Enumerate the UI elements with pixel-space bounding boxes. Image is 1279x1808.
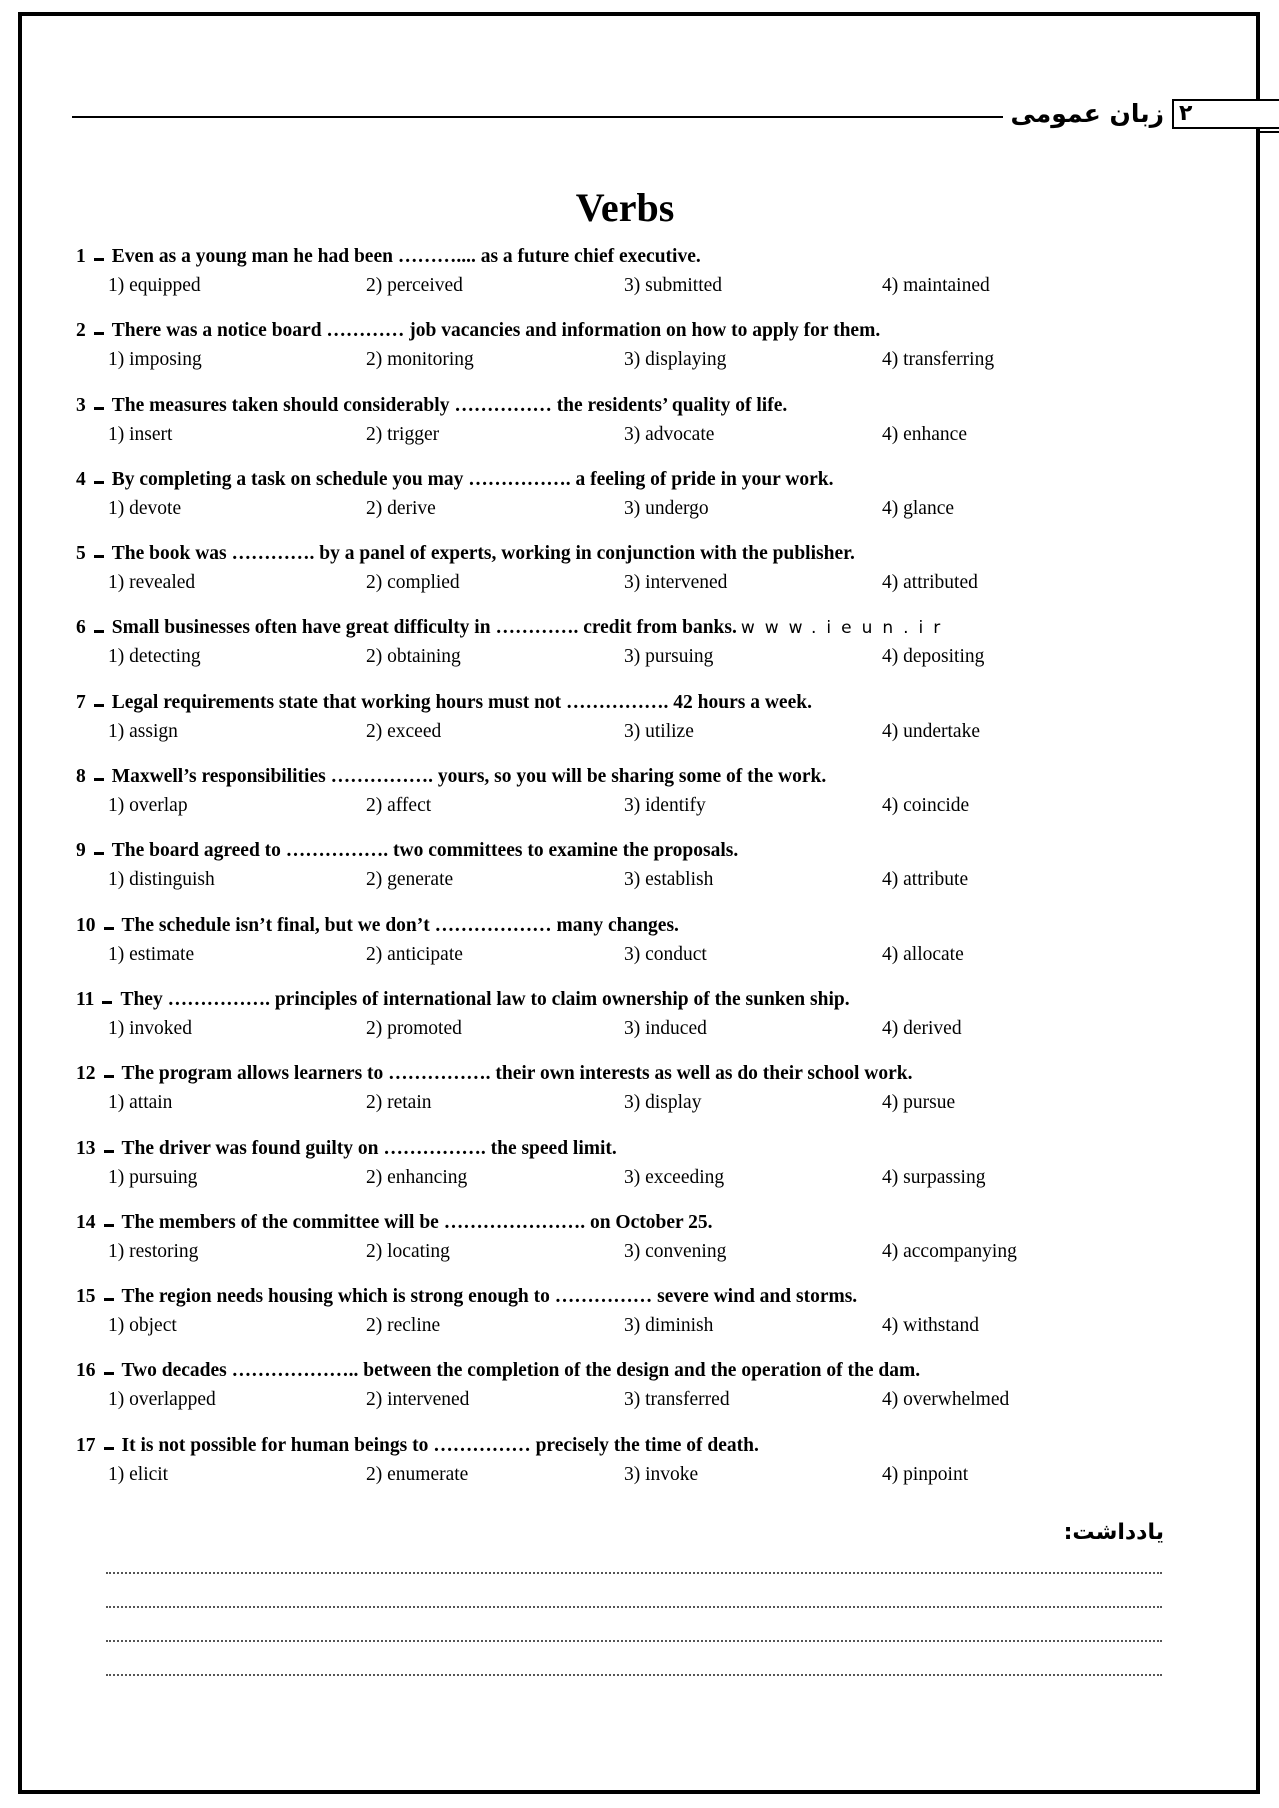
question-text: Even as a young man he had been ……….... as a future chief executive. xyxy=(111,246,701,267)
question-text: Legal requirements state that working hours must not ……………. 42 hours a week. xyxy=(111,691,812,713)
question-dash xyxy=(102,1001,112,1004)
question-number: 16 xyxy=(76,1360,96,1382)
option-row xyxy=(76,792,1236,820)
answer-option: 3) transferred xyxy=(624,1389,730,1411)
answer-option: 2) generate xyxy=(366,869,454,891)
question-item xyxy=(76,1431,1236,1505)
question-dash xyxy=(94,704,104,707)
question-stem xyxy=(76,836,1236,866)
option-row xyxy=(76,421,1236,449)
question-number: 4 xyxy=(76,468,86,490)
question-dash xyxy=(104,1150,114,1153)
question-item xyxy=(76,1059,1236,1133)
option-row xyxy=(76,718,1236,746)
answer-option: 2) derive xyxy=(366,497,436,519)
question-dash xyxy=(94,332,104,335)
answer-option: 2) exceed xyxy=(366,720,442,742)
answer-option: 3) induced xyxy=(624,1017,707,1039)
question-item xyxy=(76,539,1236,613)
question-text: The members of the committee will be …………………. on October 25. xyxy=(121,1211,713,1233)
header-title: زبان عمومی xyxy=(1003,96,1171,132)
question-text: The region needs housing which is strong enough to …………… severe wind and storms. xyxy=(121,1286,858,1308)
question-dash xyxy=(104,1224,114,1227)
question-stem xyxy=(76,391,1236,421)
answer-option: 2) trigger xyxy=(366,423,440,445)
question-stem xyxy=(76,762,1236,792)
answer-option: 1) overlap xyxy=(108,795,188,817)
answer-option: 3) pursuing xyxy=(624,646,714,668)
option-row xyxy=(76,1164,1236,1192)
answer-option: 3) identify xyxy=(624,795,706,817)
answer-option: 1) object xyxy=(108,1315,177,1337)
answer-option: 3) display xyxy=(624,1092,702,1114)
answer-option: 3) submitted xyxy=(624,275,723,296)
answer-option: 3) undergo xyxy=(624,497,709,519)
question-dash xyxy=(104,1298,114,1301)
answer-option: 2) complied xyxy=(366,572,460,594)
question-number: 9 xyxy=(76,840,86,862)
answer-option: 1) elicit xyxy=(108,1463,169,1485)
answer-option: 4) attributed xyxy=(882,572,978,594)
question-text: The board agreed to ……………. two committees to examine the proposals. xyxy=(111,840,739,862)
answer-option: 1) insert xyxy=(108,423,173,445)
question-stem xyxy=(76,613,1236,643)
option-row xyxy=(76,346,1236,374)
notes-label: یادداشت: xyxy=(1063,1520,1164,1545)
answer-option: 4) allocate xyxy=(882,943,964,965)
question-item xyxy=(76,911,1236,985)
answer-option: 3) diminish xyxy=(624,1315,714,1337)
answer-option: 1) detecting xyxy=(108,646,201,668)
answer-option: 2) retain xyxy=(366,1092,432,1114)
question-number: 2 xyxy=(76,320,86,342)
answer-option: 4) surpassing xyxy=(882,1166,986,1188)
answer-option: 3) convening xyxy=(624,1240,727,1262)
answer-option: 4) transferring xyxy=(882,349,995,371)
answer-option: 4) attribute xyxy=(882,869,969,891)
notes-line xyxy=(106,1606,1162,1608)
question-stem xyxy=(76,688,1236,718)
question-text: The driver was found guilty on ……………. the speed limit. xyxy=(121,1137,617,1159)
option-row xyxy=(76,643,1236,671)
answer-option: 4) depositing xyxy=(882,646,985,668)
answer-option: 3) exceeding xyxy=(624,1166,725,1188)
option-row xyxy=(76,941,1236,969)
question-item xyxy=(76,762,1236,836)
notes-line xyxy=(106,1572,1162,1574)
question-text: By completing a task on schedule you may ……………. a feeling of pride in your work. xyxy=(111,468,834,490)
question-stem xyxy=(76,1134,1236,1164)
answer-option: 2) promoted xyxy=(366,1017,462,1039)
option-row xyxy=(76,1089,1236,1117)
question-dash xyxy=(104,1372,114,1375)
question-stem xyxy=(76,1282,1236,1312)
answer-option: 4) maintained xyxy=(882,275,990,296)
question-number: 6 xyxy=(76,617,86,639)
question-stem xyxy=(76,316,1236,346)
option-row xyxy=(76,1238,1236,1266)
question-number: 12 xyxy=(76,1063,96,1085)
question-list xyxy=(76,242,1236,1505)
question-item xyxy=(76,242,1236,316)
option-row xyxy=(76,569,1236,597)
question-number: 14 xyxy=(76,1211,96,1233)
question-item xyxy=(76,465,1236,539)
question-text: Maxwell’s responsibilities ……………. yours, so you will be sharing some of the work. xyxy=(111,766,827,788)
question-dash xyxy=(94,407,104,410)
question-text: The measures taken should considerably …………… the residents’ quality of life. xyxy=(111,394,788,416)
answer-option: 2) perceived xyxy=(366,275,463,296)
question-dash xyxy=(94,630,104,633)
question-item xyxy=(76,688,1236,762)
answer-option: 4) accompanying xyxy=(882,1240,1017,1262)
question-item xyxy=(76,613,1236,687)
answer-option: 4) glance xyxy=(882,497,955,519)
option-row xyxy=(76,272,1236,300)
answer-option: 4) undertake xyxy=(882,720,980,742)
question-number: 11 xyxy=(76,988,95,1010)
notes-line xyxy=(106,1674,1162,1676)
answer-option: 1) imposing xyxy=(108,349,202,371)
option-row xyxy=(76,495,1236,523)
question-number: 17 xyxy=(76,1434,96,1456)
answer-option: 2) affect xyxy=(366,795,432,817)
answer-option: 1) equipped xyxy=(108,275,201,296)
page-number-box xyxy=(1172,99,1279,129)
question-dash xyxy=(104,1075,114,1078)
question-dash xyxy=(94,555,104,558)
answer-option: 3) invoke xyxy=(624,1463,699,1485)
option-row xyxy=(76,1461,1236,1489)
question-item xyxy=(76,1134,1236,1208)
answer-option: 2) anticipate xyxy=(366,943,463,965)
answer-option: 1) pursuing xyxy=(108,1166,198,1188)
question-stem xyxy=(76,985,1236,1015)
question-number: 3 xyxy=(76,394,86,416)
answer-option: 1) restoring xyxy=(108,1240,199,1262)
answer-option: 1) overlapped xyxy=(108,1389,216,1411)
question-item xyxy=(76,1208,1236,1282)
answer-option: 3) conduct xyxy=(624,943,707,965)
answer-option: 3) establish xyxy=(624,869,714,891)
answer-option: 4) enhance xyxy=(882,423,967,445)
section-title: Verbs xyxy=(575,185,675,230)
question-text: The book was …………. by a panel of experts, working in conjunction with the publisher. xyxy=(111,543,855,565)
question-stem xyxy=(76,1208,1236,1238)
answer-option: 3) advocate xyxy=(624,423,715,445)
option-row xyxy=(76,1386,1236,1414)
answer-option: 4) withstand xyxy=(882,1315,979,1337)
option-row xyxy=(76,866,1236,894)
question-item xyxy=(76,316,1236,390)
question-text: They ……………. principles of international law to claim ownership of the sunken ship. xyxy=(120,988,850,1010)
question-stem xyxy=(76,465,1236,495)
question-number: 7 xyxy=(76,691,86,713)
header-tail-rule xyxy=(1260,131,1279,133)
question-stem xyxy=(76,539,1236,569)
question-stem xyxy=(76,242,1236,272)
question-dash xyxy=(94,778,104,781)
answer-option: 2) enhancing xyxy=(366,1166,468,1188)
question-dash xyxy=(94,852,104,855)
question-dash xyxy=(104,1447,114,1450)
answer-option: 4) pursue xyxy=(882,1092,956,1114)
answer-option: 1) revealed xyxy=(108,572,196,594)
question-text: The schedule isn’t final, but we don’t ……………… many changes. xyxy=(121,914,679,936)
answer-option: 1) assign xyxy=(108,720,178,742)
answer-option: 2) obtaining xyxy=(366,646,461,668)
answer-option: 2) intervened xyxy=(366,1389,470,1411)
question-dash xyxy=(94,481,104,484)
answer-option: 2) enumerate xyxy=(366,1463,469,1485)
question-text: There was a notice board ………… job vacancies and information on how to apply for them. xyxy=(111,320,881,342)
question-item xyxy=(76,985,1236,1059)
answer-option: 2) recline xyxy=(366,1315,441,1337)
question-dash xyxy=(94,258,104,261)
question-text: It is not possible for human beings to …………… precisely the time of death. xyxy=(121,1434,759,1456)
question-item xyxy=(76,391,1236,465)
answer-option: 1) estimate xyxy=(108,943,195,965)
option-row xyxy=(76,1312,1236,1340)
question-number: 10 xyxy=(76,914,96,936)
answer-option: 4) pinpoint xyxy=(882,1463,969,1485)
answer-option: 1) distinguish xyxy=(108,869,215,891)
question-dash xyxy=(104,927,114,930)
answer-option: 1) devote xyxy=(108,497,182,519)
question-number: 15 xyxy=(76,1286,96,1308)
question-number: 5 xyxy=(76,543,86,565)
answer-option: 2) monitoring xyxy=(366,349,474,371)
answer-option: 2) locating xyxy=(366,1240,450,1262)
question-item xyxy=(76,1282,1236,1356)
question-stem xyxy=(76,1431,1236,1461)
question-number: 13 xyxy=(76,1137,96,1159)
header-rule xyxy=(72,116,1042,118)
answer-option: 3) displaying xyxy=(624,349,727,371)
question-stem xyxy=(76,1356,1236,1386)
answer-option: 4) coincide xyxy=(882,795,970,817)
question-item xyxy=(76,836,1236,910)
question-number: 1 xyxy=(76,246,86,267)
answer-option: 4) overwhelmed xyxy=(882,1389,1010,1411)
answer-option: 4) derived xyxy=(882,1017,962,1039)
watermark: www.ieun.ir xyxy=(740,618,951,639)
answer-option: 1) attain xyxy=(108,1092,173,1114)
question-stem xyxy=(76,1059,1236,1089)
option-row xyxy=(76,1015,1236,1043)
answer-option: 3) intervened xyxy=(624,572,728,594)
answer-option: 3) utilize xyxy=(624,720,694,742)
question-text: The program allows learners to ……………. their own interests as well as do their school work. xyxy=(121,1063,913,1085)
question-item xyxy=(76,1356,1236,1430)
question-text: Small businesses often have great difficulty in …………. credit from banks. xyxy=(111,617,737,639)
question-text: Two decades ……………….. between the completion of the design and the operation of the dam. xyxy=(121,1360,921,1382)
page-number: ۲ xyxy=(1179,101,1193,126)
question-stem xyxy=(76,911,1236,941)
question-number: 8 xyxy=(76,766,86,788)
notes-line xyxy=(106,1640,1162,1642)
answer-option: 1) invoked xyxy=(108,1017,192,1039)
